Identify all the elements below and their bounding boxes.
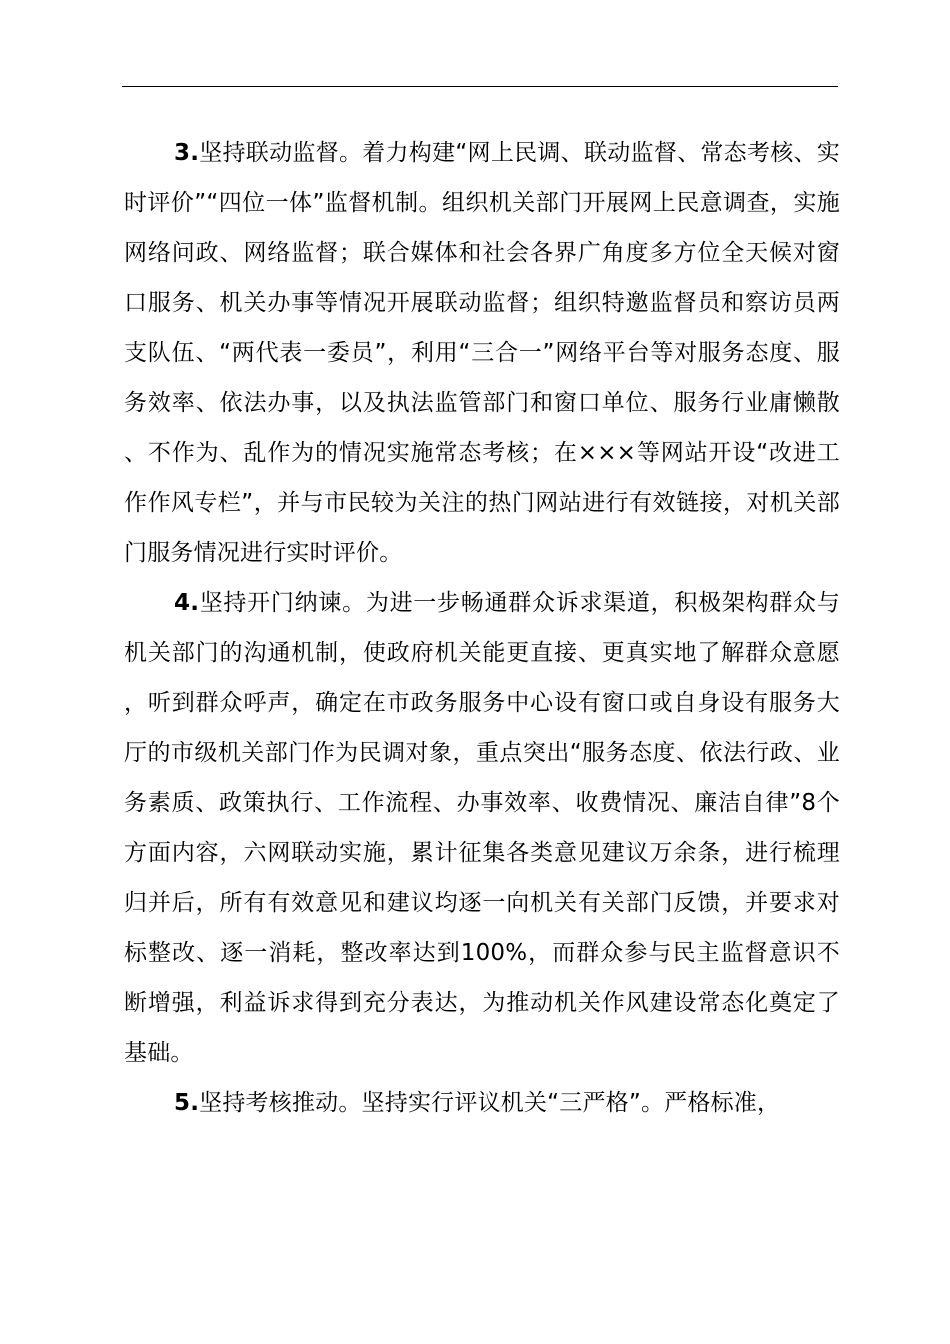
header-rule bbox=[122, 86, 838, 87]
document-body bbox=[124, 128, 840, 1128]
section-5-paragraph bbox=[124, 1078, 840, 1128]
section-5-text: 坚持考核推动。坚持实行评议机关“三严格”。严格标准， bbox=[199, 1090, 781, 1116]
section-3-text: 坚持联动监督。着力构建“网上民调、联动监督、常态考核、实时评价”“四位一体”监督机制。组织机关部门开展网上民意调查，实施网络问政、网络监督；联合媒体和社会各界广角度多方位全天候对窗口服务、机关办事等情况开展联动监督；组织特邀监督员和察访员两支队伍、“两代表一委员”，利用“三合一”网络平台等对服务态度、服务效率、依法办事，以及执法监管部门和窗口单位、服务行业庸懒散、不作为、乱作为的情况实施常态考核；在×××等网站开设“改进工作作风专栏”，并与市民较为关注的热门网站进行有效链接，对机关部门服务情况进行实时评价。 bbox=[124, 140, 840, 566]
section-3-paragraph bbox=[124, 128, 840, 578]
section-3-number: 3. bbox=[174, 140, 200, 166]
section-5-number: 5. bbox=[174, 1090, 200, 1116]
section-4-text: 坚持开门纳谏。为进一步畅通群众诉求渠道，积极架构群众与机关部门的沟通机制，使政府机关能更直接、更真实地了解群众意愿，听到群众呼声，确定在市政务服务中心设有窗口或自身设有服务大厅的市级机关部门作为民调对象，重点突出“服务态度、依法行政、业务素质、政策执行、工作流程、办事效率、收费情况、廉洁自律”8个方面内容，六网联动实施，累计征集各类意见建议万余条，进行梳理归并后，所有有效意见和建议均逐一向机关有关部门反馈，并要求对标整改、逐一消耗，整改率达到100%，而群众参与民主监督意识不断增强，利益诉求得到充分表达，为推动机关作风建设常态化奠定了基础。 bbox=[124, 590, 840, 1066]
section-4-paragraph bbox=[124, 578, 840, 1078]
section-4-number: 4. bbox=[174, 590, 200, 616]
